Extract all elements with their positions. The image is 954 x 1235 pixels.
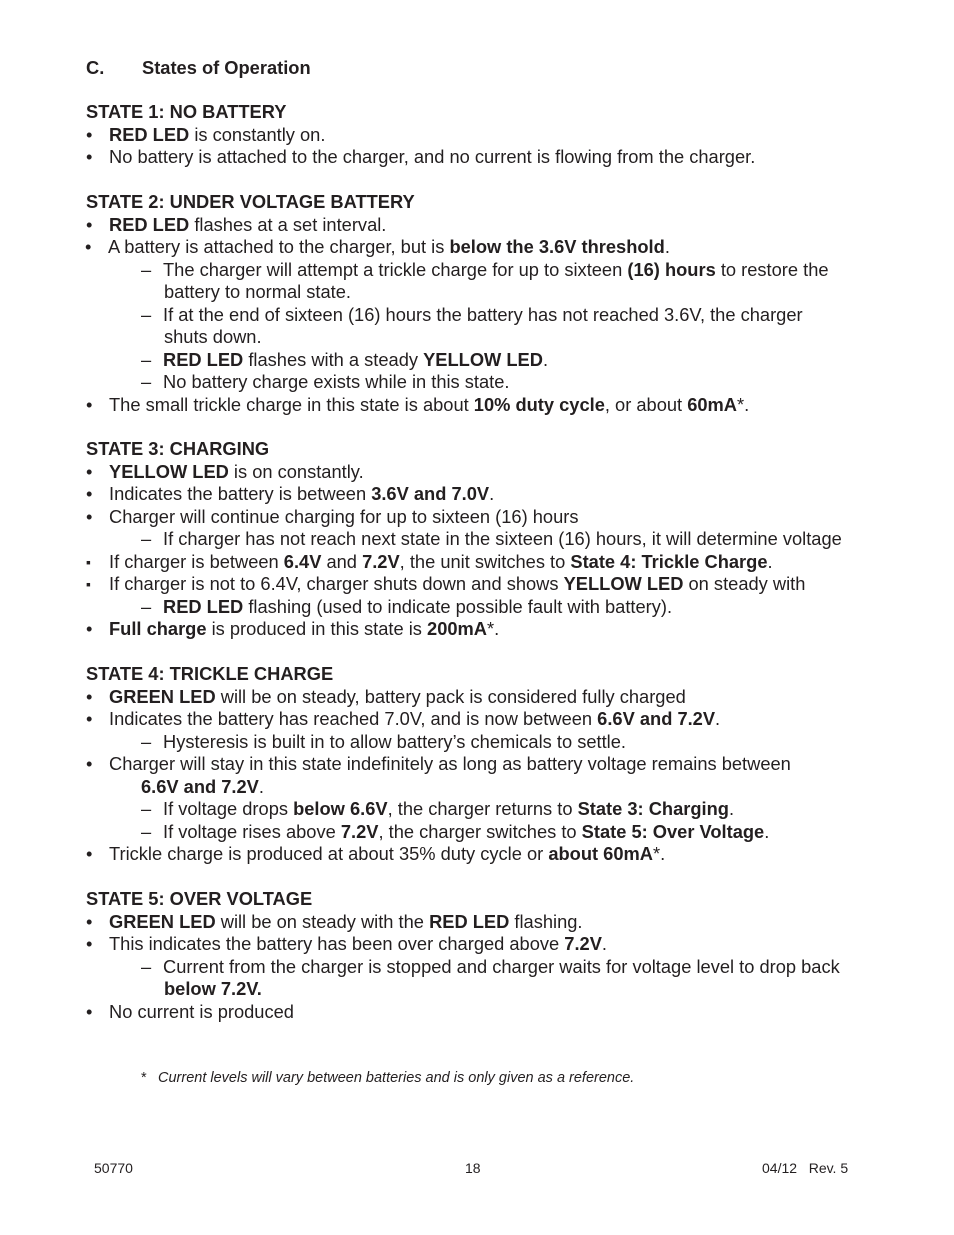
dash-item-continuation: battery to normal state. bbox=[164, 281, 351, 302]
state-1-block bbox=[86, 101, 886, 169]
dash-item: – Hysteresis is built in to allow battery’s chemicals to settle. bbox=[141, 730, 626, 752]
section-title: States of Operation bbox=[142, 57, 311, 78]
state-5-block bbox=[86, 888, 886, 1023]
dash-item: – If voltage drops below 6.6V, the charger returns to State 3: Charging. bbox=[141, 798, 735, 819]
state-2-heading: STATE 2: UNDER VOLTAGE BATTERY bbox=[86, 191, 415, 212]
dash-marker: – bbox=[141, 820, 152, 842]
bullet-marker: • bbox=[86, 618, 93, 639]
bullet-item: • A battery is attached to the charger, but is below the 3.6V threshold. bbox=[85, 236, 670, 257]
footnote-text: Current levels will vary between batteries and is only given as a reference. bbox=[158, 1070, 635, 1086]
dash-item-continuation: shuts down. bbox=[164, 326, 262, 347]
bullet-item: • No current is produced bbox=[86, 1000, 294, 1022]
bullet-marker: • bbox=[86, 1000, 93, 1022]
footnote-asterisk: * bbox=[141, 1070, 147, 1086]
bullet-item: • RED LED is constantly on. bbox=[86, 123, 326, 145]
bullet-marker: • bbox=[85, 236, 92, 257]
dash-item: – Current from the charger is stopped and charger waits for voltage level to drop back bbox=[141, 955, 840, 977]
bullet-item-continuation: 6.6V and 7.2V. bbox=[141, 775, 264, 797]
state-3-block bbox=[86, 438, 886, 641]
bullet-marker: • bbox=[86, 708, 93, 729]
footnote bbox=[141, 1070, 634, 1086]
state-1-heading: STATE 1: NO BATTERY bbox=[86, 101, 287, 122]
bullet-item: • GREEN LED will be on steady with the RED LED flashing. bbox=[86, 910, 583, 932]
bullet-marker: • bbox=[86, 910, 93, 932]
dash-marker: – bbox=[141, 730, 152, 752]
dash-item: – RED LED flashing (used to indicate possible fault with battery). bbox=[141, 595, 673, 617]
bullet-marker: • bbox=[86, 483, 93, 504]
dash-item: – RED LED flashes with a steady YELLOW LED. bbox=[141, 348, 549, 370]
bullet-marker: • bbox=[86, 933, 93, 954]
bullet-item: • Charger will stay in this state indefinitely as long as battery voltage remains between bbox=[86, 753, 791, 774]
bullet-marker: • bbox=[86, 753, 93, 774]
state-3-heading: STATE 3: CHARGING bbox=[86, 438, 270, 459]
bullet-item: • This indicates the battery has been over charged above 7.2V. bbox=[86, 933, 607, 954]
state-5-heading: STATE 5: OVER VOLTAGE bbox=[86, 888, 313, 909]
state-4-heading: STATE 4: TRICKLE CHARGE bbox=[86, 663, 334, 684]
state-2-block bbox=[86, 191, 886, 416]
dash-marker: – bbox=[141, 258, 152, 280]
bullet-item: • Indicates the battery has reached 7.0V, and is now between 6.6V and 7.2V. bbox=[86, 708, 721, 729]
bullet-item: • Full charge is produced in this state is 200mA*. bbox=[86, 618, 500, 639]
bullet-item: • Indicates the battery is between 3.6V and 7.0V. bbox=[86, 483, 495, 504]
dash-marker: – bbox=[141, 371, 152, 392]
bullet-item: • RED LED flashes at a set interval. bbox=[86, 213, 387, 235]
dash-marker: – bbox=[141, 595, 152, 617]
dash-item-continuation: below 7.2V. bbox=[164, 978, 262, 999]
section-letter: C. bbox=[86, 57, 105, 78]
square-bullet-marker: ▪ bbox=[86, 576, 91, 592]
dash-marker: – bbox=[141, 955, 152, 977]
bullet-marker: • bbox=[86, 460, 93, 482]
bullet-item: • Trickle charge is produced at about 35% duty cycle or about 60mA*. bbox=[86, 843, 666, 864]
dash-item: – If at the end of sixteen (16) hours the battery has not reached 3.6V, the charger bbox=[141, 303, 803, 325]
bullet-marker: • bbox=[86, 685, 93, 707]
dash-marker: – bbox=[141, 303, 152, 325]
bullet-marker: • bbox=[86, 123, 93, 145]
dash-marker: – bbox=[141, 528, 152, 549]
footer-revision: 04/12 Rev. 5 bbox=[762, 1160, 849, 1176]
dash-item: – If charger has not reach next state in the sixteen (16) hours, it will determine voltage bbox=[141, 528, 842, 549]
dash-marker: – bbox=[141, 348, 152, 370]
footer-document-number: 50770 bbox=[94, 1160, 133, 1176]
bullet-marker: • bbox=[86, 146, 93, 167]
bullet-marker: • bbox=[86, 843, 93, 864]
bullet-item: • The small trickle charge in this state is about 10% duty cycle, or about 60mA*. bbox=[86, 393, 750, 415]
bullet-marker: • bbox=[86, 393, 93, 415]
section-heading bbox=[86, 57, 311, 79]
dash-item: – The charger will attempt a trickle charge for up to sixteen (16) hours to restore the bbox=[141, 258, 829, 280]
footer-page-number: 18 bbox=[465, 1160, 481, 1176]
bullet-marker: • bbox=[86, 213, 93, 235]
bullet-item: • No battery is attached to the charger, and no current is flowing from the charger. bbox=[86, 146, 756, 167]
dash-item: – No battery charge exists while in this state. bbox=[141, 371, 510, 392]
bullet-marker: • bbox=[86, 505, 93, 527]
bullet-item: • YELLOW LED is on constantly. bbox=[86, 460, 364, 482]
state-4-block bbox=[86, 663, 886, 866]
bullet-item: • GREEN LED will be on steady, battery pack is considered fully charged bbox=[86, 685, 686, 707]
square-bullet-item: ▪ If charger is not to 6.4V, charger shuts down and shows YELLOW LED on steady with bbox=[86, 573, 806, 594]
square-bullet-item: ▪ If charger is between 6.4V and 7.2V, the unit switches to State 4: Trickle Charge. bbox=[86, 550, 773, 572]
dash-item: – If voltage rises above 7.2V, the charger switches to State 5: Over Voltage. bbox=[141, 820, 770, 842]
bullet-item: • Charger will continue charging for up to sixteen (16) hours bbox=[86, 505, 579, 527]
dash-marker: – bbox=[141, 798, 152, 819]
square-bullet-marker: ▪ bbox=[86, 553, 91, 570]
